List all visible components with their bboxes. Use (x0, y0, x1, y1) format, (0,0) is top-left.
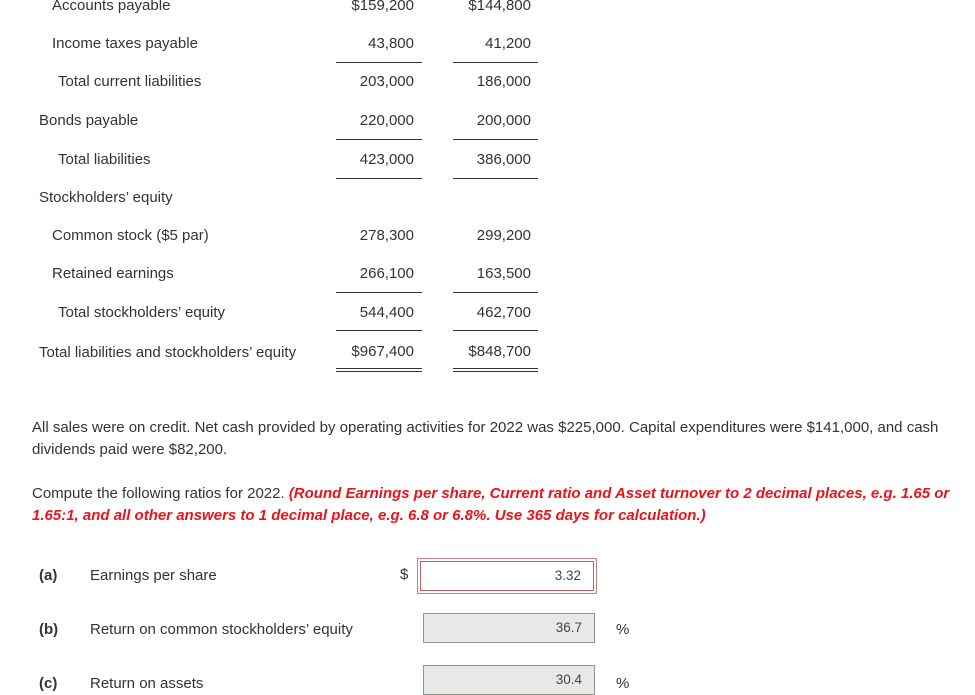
return-on-equity-input[interactable]: 36.7 (423, 613, 595, 643)
underline-2022 (336, 139, 422, 140)
underline-2022 (336, 178, 422, 179)
double-underline-2022 (336, 368, 422, 369)
underline-2021 (453, 330, 538, 331)
question-label-earnings-per-share: Earnings per share (90, 567, 217, 584)
section-heading-stockholders-equity: Stockholders’ equity (39, 189, 173, 206)
value-2021-total-stockholders-equity: 462,700 (476, 304, 531, 321)
value-2021-bonds-payable: 200,000 (476, 112, 531, 129)
value-2021-accounts-payable: $144,800 (468, 0, 531, 14)
currency-prefix: $ (400, 566, 409, 583)
row-label-common-stock: Common stock ($5 par) (52, 227, 209, 244)
value-2021-total-current-liabilities: 186,000 (476, 73, 531, 90)
underline-2021 (453, 292, 538, 293)
value-2021-total-liabilities-and-equity: $848,700 (468, 343, 531, 360)
question-letter-c: (c) (39, 675, 58, 692)
row-label-accounts-payable: Accounts payable (52, 0, 171, 14)
value-2022-income-taxes-payable: 43,800 (368, 35, 414, 52)
instructions-lead: Compute the following ratios for 2022. (32, 485, 289, 502)
underline-2021 (453, 178, 538, 179)
value-2022-common-stock: 278,300 (359, 227, 414, 244)
row-label-bonds-payable: Bonds payable (39, 112, 139, 129)
row-label-total-liabilities-and-equity: Total liabilities and stockholders’ equity (39, 344, 297, 361)
double-underline-2021 (453, 371, 538, 372)
value-2022-accounts-payable: $159,200 (351, 0, 414, 14)
row-label-total-liabilities: Total liabilities (58, 151, 151, 168)
underline-2022 (336, 330, 422, 331)
value-2022-total-liabilities: 423,000 (359, 151, 414, 168)
value-2021-income-taxes-payable: 41,200 (485, 35, 531, 52)
question-label-return-on-assets: Return on assets (90, 675, 204, 692)
underline-2022 (336, 292, 422, 293)
row-label-total-stockholders-equity: Total stockholders’ equity (58, 304, 226, 321)
value-2021-retained-earnings: 163,500 (476, 265, 531, 282)
double-underline-2022 (336, 371, 422, 372)
value-2021-total-liabilities: 386,000 (476, 151, 531, 168)
row-label-retained-earnings: Retained earnings (52, 265, 174, 282)
rounding-note: (Round Earnings per share, Current ratio and Asset turnover to 2 decimal places, e.g. 1.65 or 1.65:1, and all other answers to 1 decimal place, e.g. 6.8 or 6.8%. Use 365 days for calculation.) (32, 485, 950, 524)
underline-2021 (453, 62, 538, 63)
value-2022-total-stockholders-equity: 544,400 (359, 304, 414, 321)
value-2022-retained-earnings: 266,100 (359, 265, 414, 282)
question-letter-b: (b) (39, 621, 59, 638)
value-2022-bonds-payable: 220,000 (359, 112, 414, 129)
return-on-assets-input[interactable]: 30.4 (423, 665, 595, 695)
instructions-paragraph (32, 483, 957, 527)
percent-suffix: % (616, 675, 630, 692)
earnings-per-share-input[interactable]: 3.32 (420, 561, 594, 591)
underline-2021 (453, 139, 538, 140)
value-2022-total-liabilities-and-equity: $967,400 (351, 343, 414, 360)
underline-2022 (336, 62, 422, 63)
double-underline-2021 (453, 368, 538, 369)
question-letter-a: (a) (39, 567, 58, 584)
percent-suffix: % (616, 621, 630, 638)
value-2022-total-current-liabilities: 203,000 (359, 73, 414, 90)
info-paragraph: All sales were on credit. Net cash provided by operating activities for 2022 was $225,000. Capital expenditures were $141,000, and cash dividends paid were $82,200. (32, 419, 939, 458)
question-label-return-on-equity: Return on common stockholders’ equity (90, 621, 353, 638)
row-label-total-current-liabilities: Total current liabilities (58, 73, 202, 90)
row-label-income-taxes-payable: Income taxes payable (52, 35, 198, 52)
value-2021-common-stock: 299,200 (476, 227, 531, 244)
